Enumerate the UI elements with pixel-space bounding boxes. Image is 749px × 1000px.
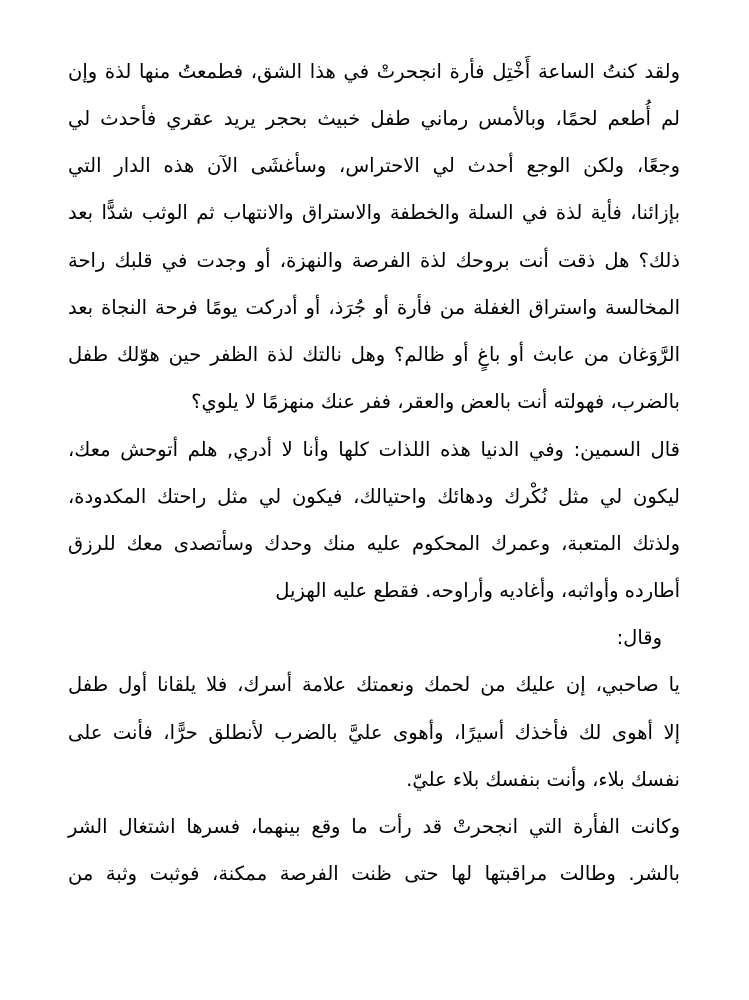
text-line: وقال:: [616, 626, 662, 649]
text-line: أطارده وأواثبه، وأغاديه وأراوحه. فقطع عليه الهزيل: [275, 579, 680, 602]
text-line: الرَّوَغان من عابث أو باغٍ أو ظالم؟ وهل نالتك لذة الظفر حين هوّلك طفل: [68, 343, 680, 366]
text-line: قال السمين: وفي الدنيا هذه اللذات كلها وأنا لا أدري, هلم أتوحش معك،: [68, 438, 680, 461]
text-line: بإزائنا، فأية لذة في السلة والخطفة والاستراق والانتهاب ثم الوثب شدًّا بعد: [68, 201, 680, 224]
text-line: إلا أهوى لك فأخذك أسيرًا، وأهوى عليَّ بالضرب لأنطلق حرًّا، فأنت على: [68, 721, 680, 744]
text-line: وكانت الفأرة التي انجحرتْ قد رأت ما وقع بينهما، فسرها اشتغال الشر: [68, 815, 680, 838]
text-line: ليكون لي مثل نُكْرك ودهائك واحتيالك، فيكون لي مثل راحتك المكدودة،: [68, 485, 680, 508]
text-line: يا صاحبي، إن عليك من لحمك ونعمتك علامة أسرك، فلا يلقانا أول طفل: [68, 673, 680, 696]
text-line: بالشر. وطالت مراقبتها لها حتى ظنت الفرصة ممكنة، فوثبت وثبة من: [68, 862, 680, 885]
text-line: وجعًا، ولكن الوجع أحدث لي الاحتراس، وسأغشَى الآن هذه الدار التي: [68, 154, 680, 177]
text-line: ولقد كنتُ الساعة أَخْتِل فأرة انجحرتْ في هذا الشق، فطمعتُ منها لذة وإن: [68, 60, 680, 83]
text-line: لم أُطعم لحمًا، وبالأمس رماني طفل خبيث بحجر يريد عقري فأحدث لي: [68, 107, 680, 130]
text-line: ولذتك المتعبة، وعمرك المحكوم عليه منك وحدك وسأتصدى معك للرزق: [68, 532, 680, 555]
text-line: بالضرب، فهولته أنت بالعض والعقر، ففر عنك منهزمًا لا يلوي؟: [191, 390, 680, 413]
text-line: ذلك؟ هل ذقت أنت بروحك لذة الفرصة والنهزة، أو وجدت في قلبك راحة: [68, 249, 680, 272]
text-line: المخالسة واستراق الغفلة من فأرة أو جُرَذ، أو أدركت يومًا فرحة النجاة بعد: [68, 296, 680, 319]
text-line: نفسك بلاء، وأنت بنفسك بلاء عليّ.: [406, 768, 680, 791]
